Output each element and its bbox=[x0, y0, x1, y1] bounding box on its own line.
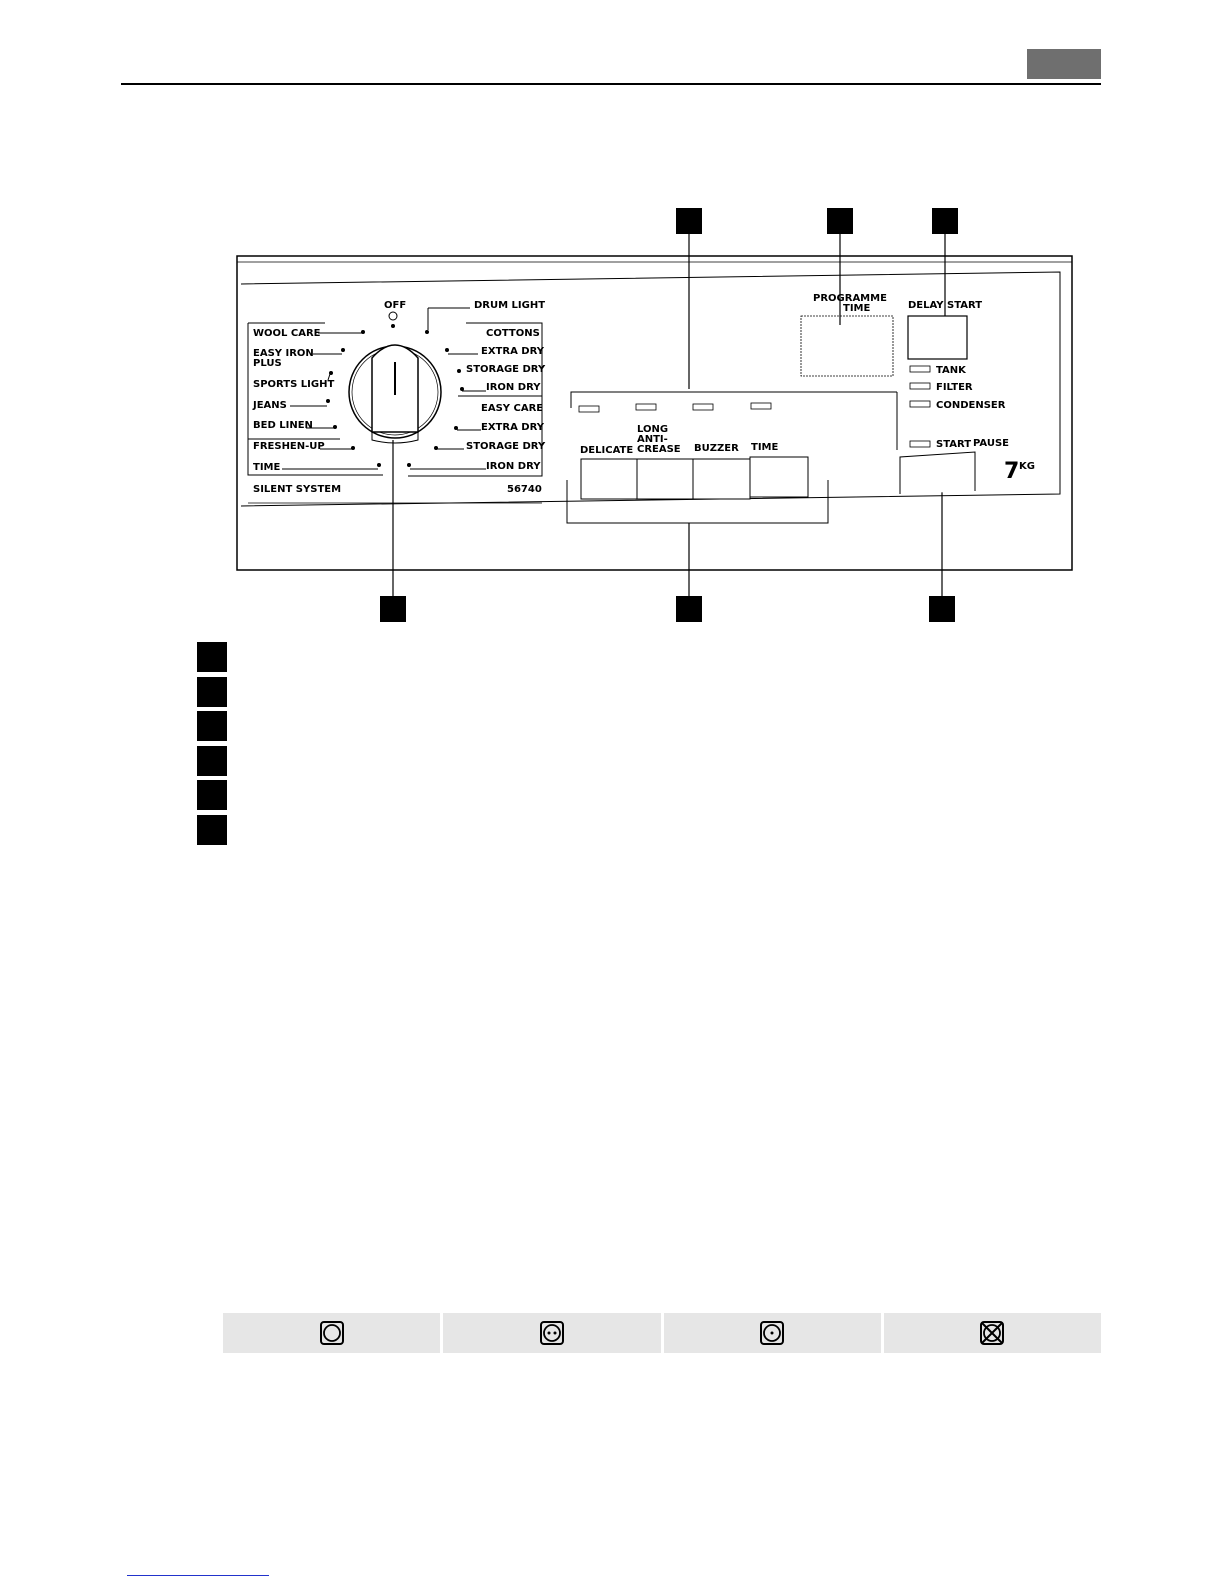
svg-text:DELICATE: DELICATE bbox=[580, 445, 634, 456]
start-pause-button bbox=[900, 452, 975, 494]
programme-label: IRON DRY bbox=[486, 461, 541, 472]
model-number: 56740 bbox=[507, 484, 542, 495]
programme-label: WOOL CARE bbox=[253, 328, 321, 339]
tumble-dry-low-heat-icon bbox=[759, 1320, 785, 1346]
time-button bbox=[750, 457, 808, 497]
callout-box bbox=[676, 596, 702, 622]
svg-text:KG: KG bbox=[1019, 461, 1035, 472]
programme-label: TIME bbox=[253, 462, 281, 473]
programme-label: BED LINEN bbox=[253, 420, 313, 431]
programme-label: SPORTS LIGHT bbox=[253, 379, 335, 390]
svg-text:CONDENSER: CONDENSER bbox=[936, 400, 1006, 411]
care-cell bbox=[223, 1313, 440, 1353]
svg-text:FILTER: FILTER bbox=[936, 382, 973, 393]
callout-box bbox=[827, 208, 853, 234]
programme-label: STORAGE DRY bbox=[466, 364, 546, 375]
callout-box bbox=[380, 596, 406, 622]
svg-text:TIME: TIME bbox=[843, 303, 871, 314]
svg-text:TIME: TIME bbox=[751, 442, 779, 453]
callout-box bbox=[676, 208, 702, 234]
svg-text:PAUSE: PAUSE bbox=[973, 438, 1009, 449]
care-cell bbox=[664, 1313, 881, 1353]
delay-start-button bbox=[908, 316, 967, 359]
delicate-button bbox=[581, 459, 637, 499]
legend-number-3 bbox=[197, 711, 227, 741]
svg-text:CREASE: CREASE bbox=[637, 444, 681, 455]
programme-label: EASY IRON bbox=[253, 348, 314, 359]
legend-number-4 bbox=[197, 746, 227, 776]
svg-text:BUZZER: BUZZER bbox=[694, 443, 739, 454]
programme-label: FRESHEN-UP bbox=[253, 441, 325, 452]
svg-text:DELAY START: DELAY START bbox=[908, 300, 983, 311]
time-display bbox=[801, 316, 893, 376]
off-label: OFF bbox=[384, 300, 407, 311]
svg-text:ANTI-: ANTI- bbox=[637, 434, 668, 445]
footer-link-underline[interactable] bbox=[127, 1575, 269, 1576]
anti-crease-button bbox=[637, 459, 693, 499]
legend-number-6 bbox=[197, 815, 227, 845]
callout-box bbox=[932, 208, 958, 234]
care-cell bbox=[443, 1313, 660, 1353]
programme-label: EXTRA DRY bbox=[481, 346, 544, 357]
tumble-dry-medium-heat-icon bbox=[539, 1320, 565, 1346]
programme-label: EASY CARE bbox=[481, 403, 544, 414]
programme-label: COTTONS bbox=[486, 328, 540, 339]
care-cell bbox=[884, 1313, 1101, 1353]
legend-number-5 bbox=[197, 780, 227, 810]
programme-label: JEANS bbox=[253, 400, 287, 411]
svg-text:START: START bbox=[936, 439, 972, 450]
buzzer-button bbox=[693, 459, 750, 499]
programme-label: EXTRA DRY bbox=[481, 422, 544, 433]
tumble-dry-normal-icon bbox=[319, 1320, 345, 1346]
programme-label: PLUS bbox=[253, 358, 282, 369]
brand-line: SILENT SYSTEM bbox=[253, 484, 342, 495]
care-symbol-table bbox=[223, 1313, 1101, 1353]
legend-number-2 bbox=[197, 677, 227, 707]
svg-text:LONG: LONG bbox=[637, 424, 669, 435]
svg-text:PROGRAMME: PROGRAMME bbox=[813, 293, 887, 304]
programme-label: DRUM LIGHT bbox=[474, 300, 546, 311]
programme-label: IRON DRY bbox=[486, 382, 541, 393]
callout-box bbox=[929, 596, 955, 622]
svg-text:7: 7 bbox=[1004, 459, 1020, 484]
svg-text:TANK: TANK bbox=[936, 365, 966, 376]
do-not-tumble-dry-icon bbox=[979, 1320, 1005, 1346]
programme-label: STORAGE DRY bbox=[466, 441, 546, 452]
legend-number-1 bbox=[197, 642, 227, 672]
